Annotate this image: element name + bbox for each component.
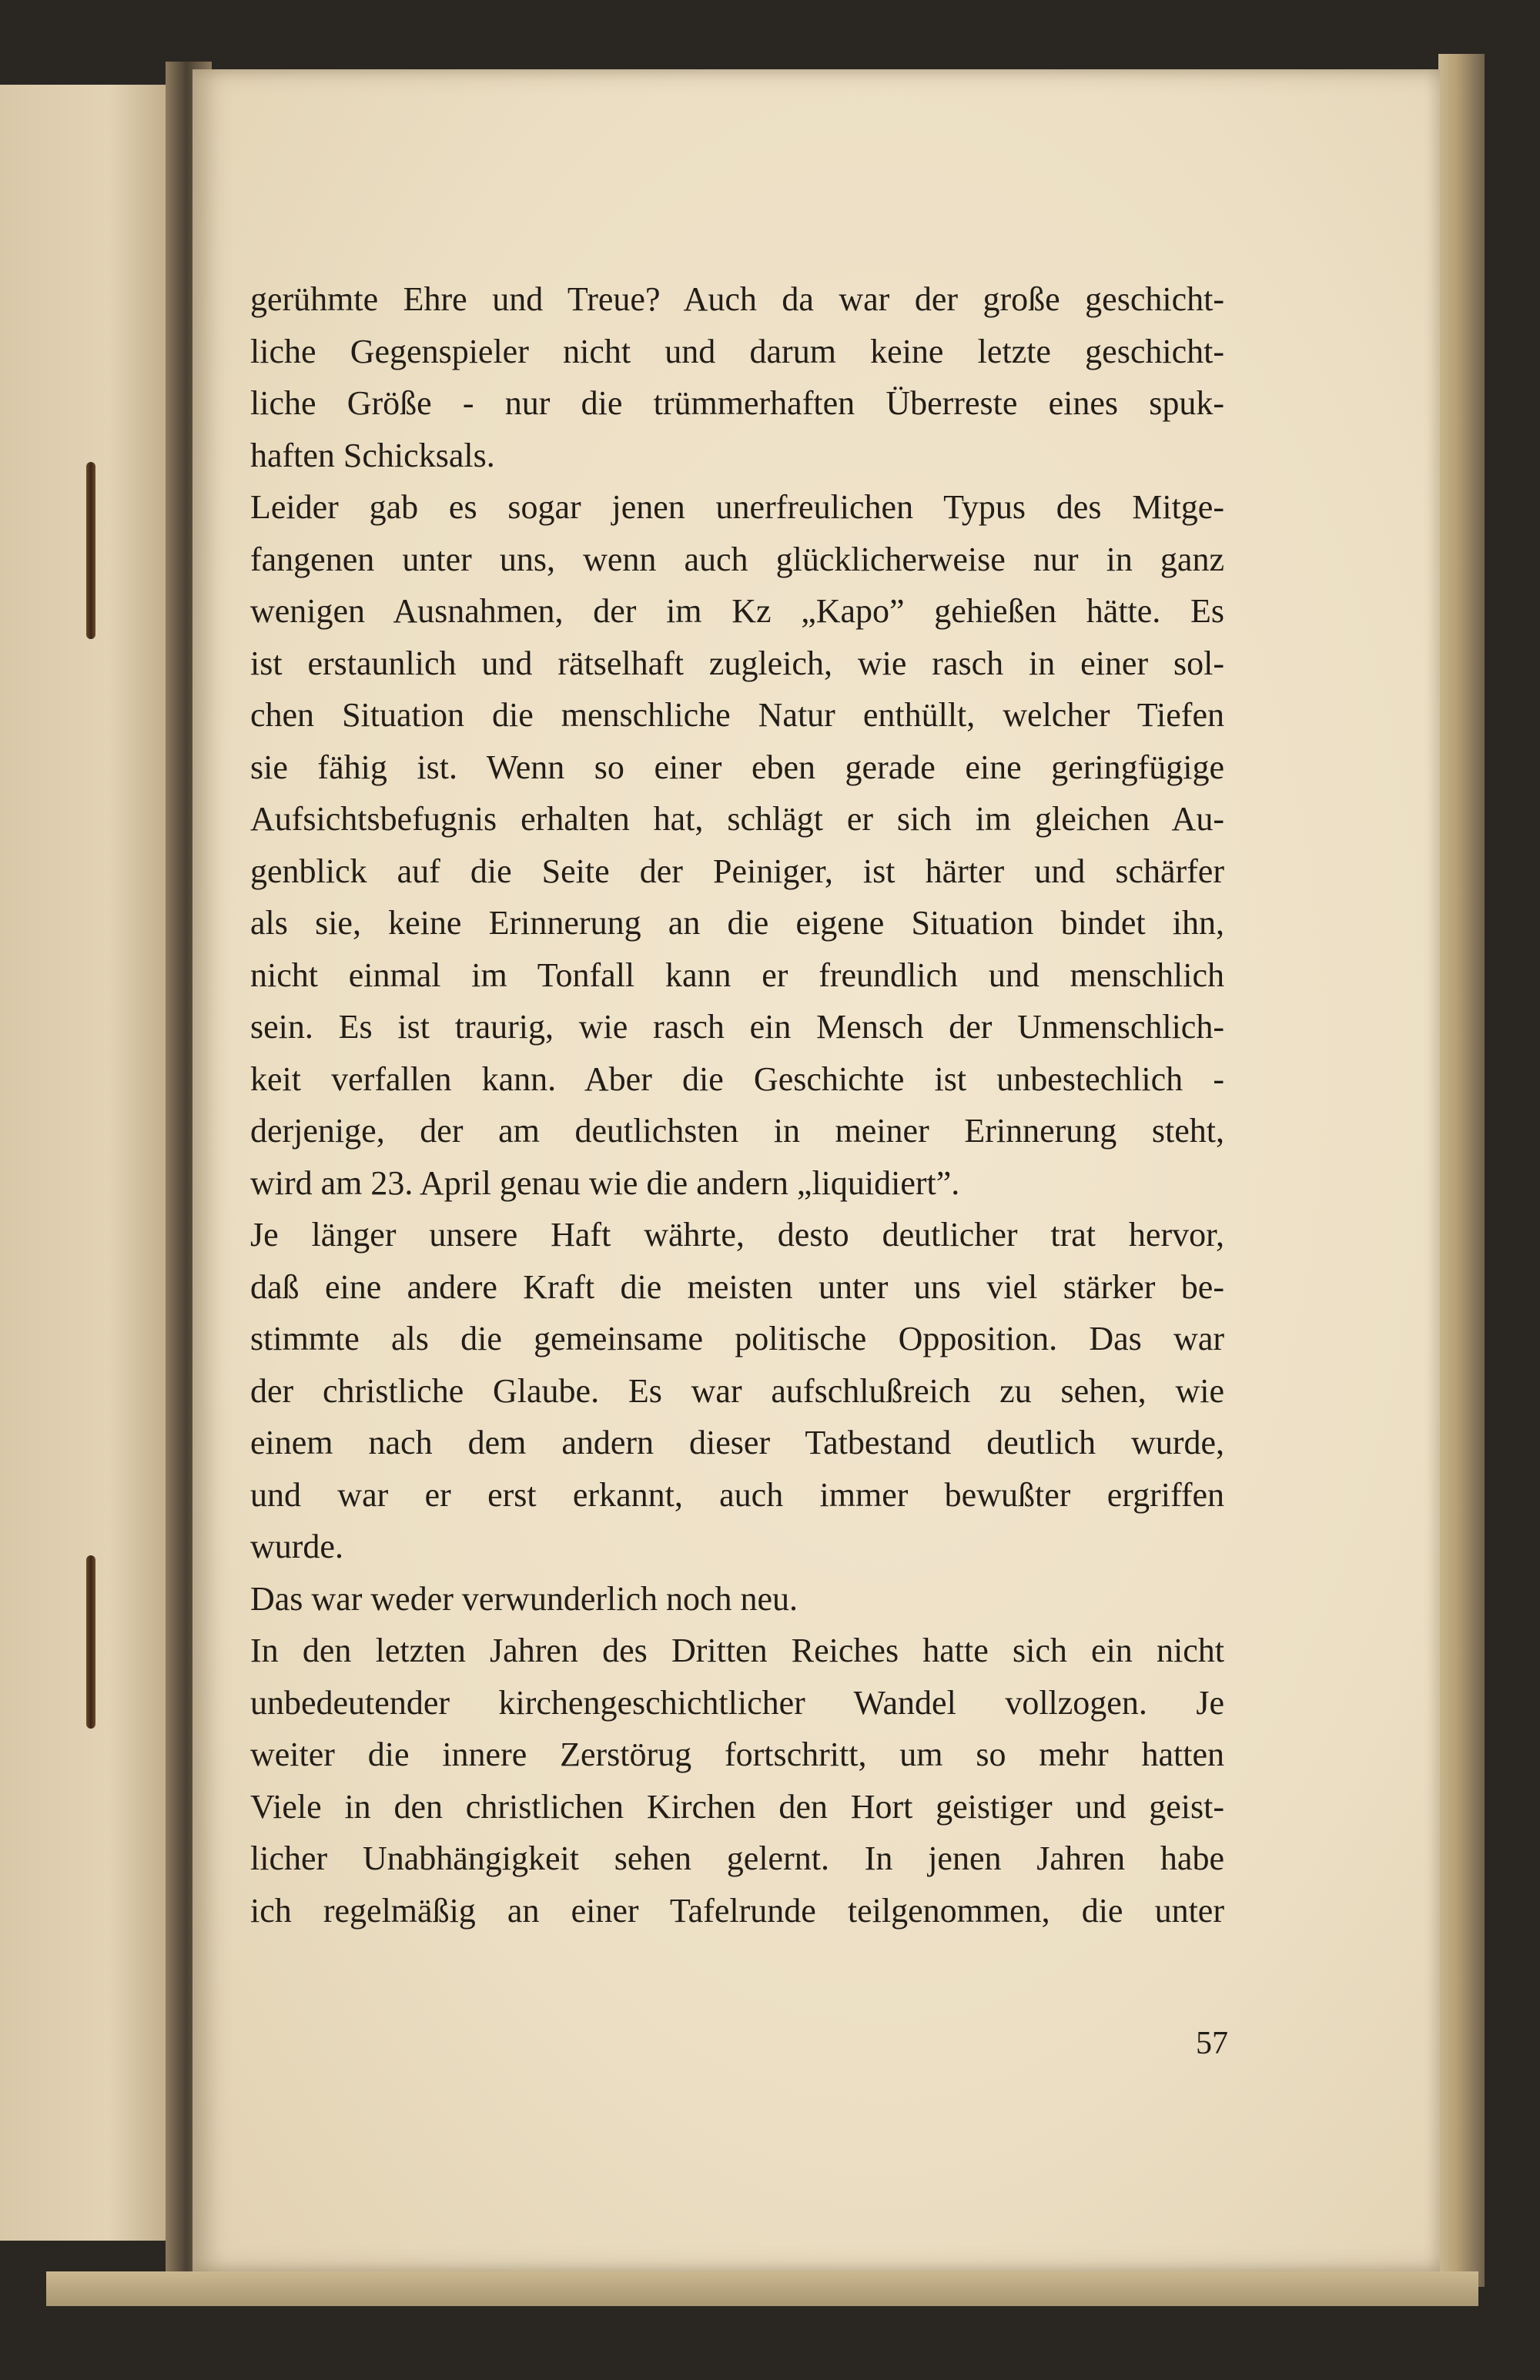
text-line: einem nach dem andern dieser Tatbestand deutlich wurde, xyxy=(250,1424,1224,1461)
text-line: daß eine andere Kraft die meisten unter uns viel stärker be- xyxy=(250,1267,1224,1306)
text-line: Je länger unsere Haft währte, desto deutlicher trat hervor, xyxy=(250,1216,1224,1254)
text-line: Leider gab es sogar jenen unerfreulichen Typus des Mitge- xyxy=(250,488,1224,526)
text-line: licher Unabhängigkeit sehen gelernt. In jenen Jahren habe xyxy=(250,1839,1224,1877)
text-line: sie fähig ist. Wenn so einer eben gerade eine geringfügige xyxy=(250,748,1224,786)
text-line: ich regelmäßig an einer Tafelrunde teilgenommen, die unter xyxy=(250,1891,1224,1930)
page-number: 57 xyxy=(1196,2026,1228,2061)
text-line: Das war weder verwunderlich noch neu. xyxy=(250,1579,798,1618)
text-line: haften Schicksals. xyxy=(250,436,495,474)
right-page-edge xyxy=(1438,54,1485,2287)
text-line: liche Gegenspieler nicht und darum keine letzte geschicht- xyxy=(250,332,1224,370)
text-line: und war er erst erkannt, auch immer bewußter ergriffen xyxy=(250,1475,1224,1514)
text-line: sein. Es ist traurig, wie rasch ein Mensch der Unmenschlich- xyxy=(250,1008,1224,1046)
text-line: chen Situation die menschliche Natur enthüllt, welcher Tiefen xyxy=(250,696,1224,734)
text-line: stimmte als die gemeinsame politische Opposition. Das war xyxy=(250,1320,1224,1357)
text-line: als sie, keine Erinnerung an die eigene Situation bindet ihn, xyxy=(250,904,1224,942)
text-line: ist erstaunlich und rätselhaft zugleich, wie rasch in einer sol- xyxy=(250,644,1224,682)
bottom-page-edge xyxy=(46,2271,1478,2306)
binding-staple-top xyxy=(86,462,95,639)
body-text xyxy=(250,273,1224,1936)
text-line: gerühmte Ehre und Treue? Auch da war der große geschicht- xyxy=(250,280,1224,318)
text-line: weiter die innere Zerstörug fortschritt, um so mehr hatten xyxy=(250,1736,1224,1773)
text-line: nicht einmal im Tonfall kann er freundlich und menschlich xyxy=(250,956,1224,994)
text-line: wird am 23. April genau wie die andern „liquidiert”. xyxy=(250,1163,960,1202)
text-line: In den letzten Jahren des Dritten Reiches hatte sich ein nicht xyxy=(250,1632,1224,1669)
text-line: keit verfallen kann. Aber die Geschichte ist unbestechlich - xyxy=(250,1059,1224,1098)
text-line: genblick auf die Seite der Peiniger, ist härter und schärfer xyxy=(250,852,1224,890)
text-line: wurde. xyxy=(250,1528,343,1565)
left-page-edge xyxy=(0,85,181,2241)
text-line: Aufsichtsbefugnis erhalten hat, schlägt er sich im gleichen Au- xyxy=(250,800,1224,838)
text-line: derjenige, der am deutlichsten in meiner Erinnerung steht, xyxy=(250,1112,1224,1150)
text-line: der christliche Glaube. Es war aufschlußreich zu sehen, wie xyxy=(250,1371,1224,1410)
text-line: liche Größe - nur die trümmerhaften Überreste eines spuk- xyxy=(250,384,1224,422)
binding-staple-bottom xyxy=(86,1555,95,1729)
text-line: wenigen Ausnahmen, der im Kz „Kapo” gehießen hätte. Es xyxy=(250,592,1224,630)
text-line: unbedeutender kirchengeschichtlicher Wandel vollzogen. Je xyxy=(250,1683,1224,1722)
text-line: Viele in den christlichen Kirchen den Hort geistiger und geist- xyxy=(250,1787,1224,1826)
text-line: fangenen unter uns, wenn auch glücklicherweise nur in ganz xyxy=(250,540,1224,578)
